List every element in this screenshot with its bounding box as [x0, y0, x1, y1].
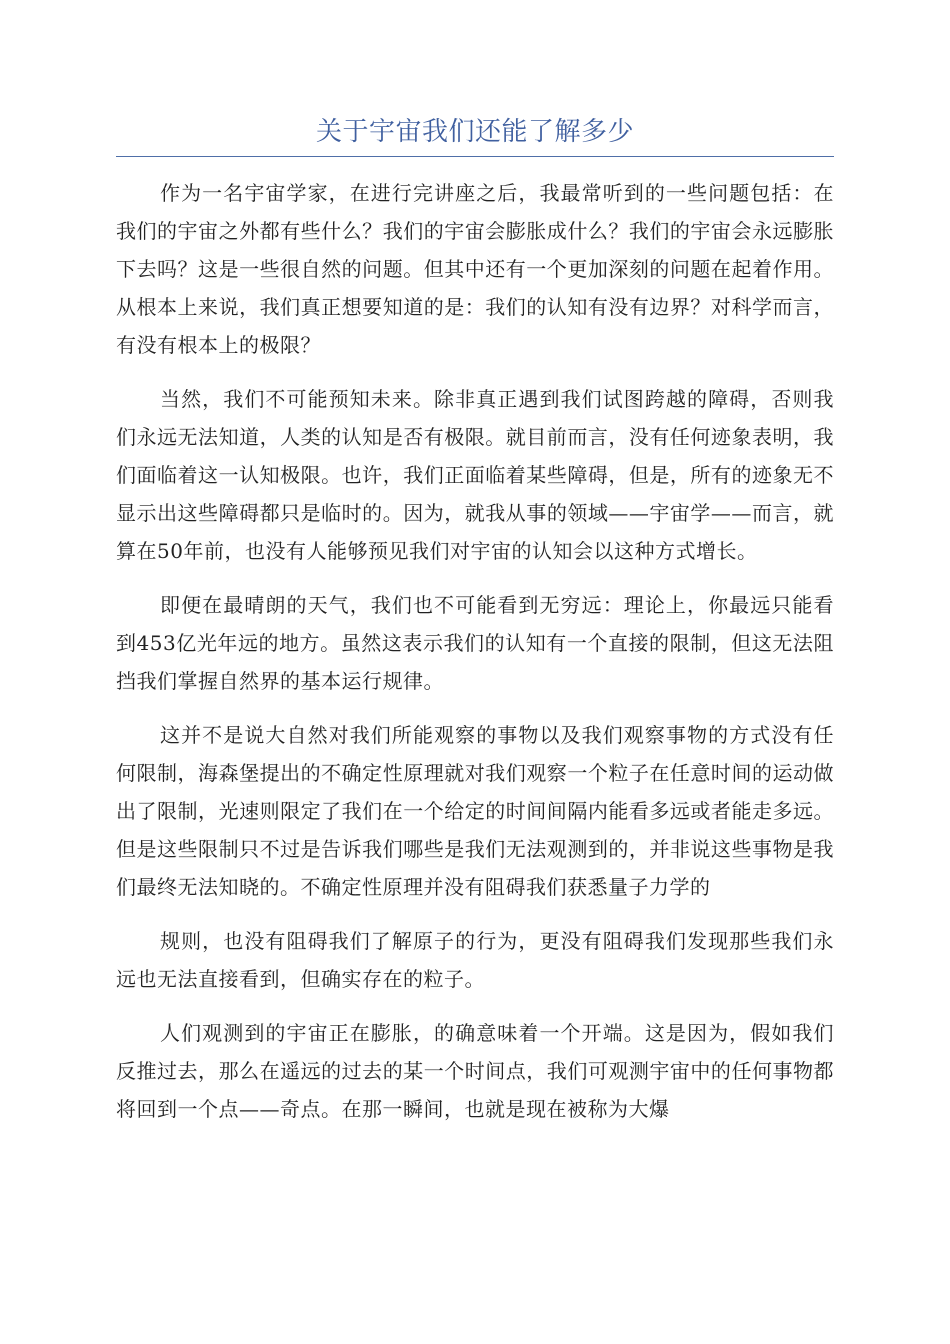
paragraph-6: 人们观测到的宇宙正在膨胀，的确意味着一个开端。这是因为，假如我们反推过去，那么在遥远的过去的某一个时间点，我们可观测宇宙中的任何事物都将回到一个点——奇点。在那一瞬间，也就是现在被称为大爆	[116, 1021, 834, 1121]
paragraph-5: 规则，也没有阻碍我们了解原子的行为，更没有阻碍我们发现那些我们永远也无法直接看到，但确实存在的粒子。	[116, 929, 834, 991]
paragraph-3: 即便在最晴朗的天气，我们也不可能看到无穷远：理论上，你最远只能看到453亿光年远的地方。虽然这表示我们的认知有一个直接的限制，但这无法阻挡我们掌握自然界的基本运行规律。	[116, 593, 834, 693]
paragraph-4: 这并不是说大自然对我们所能观察的事物以及我们观察事物的方式没有任何限制，海森堡提出的不确定性原理就对我们观察一个粒子在任意时间的运动做出了限制，光速则限定了我们在一个给定的时间间隔内能看多远或者能走多远。但是这些限制只不过是告诉我们哪些是我们无法观测到的，并非说这些事物是我们最终无法知晓的。不确定性原理并没有阻碍我们获悉量子力学的	[116, 723, 834, 899]
document-body	[116, 174, 834, 1144]
paragraph-1: 作为一名宇宙学家，在进行完讲座之后，我最常听到的一些问题包括：在我们的宇宙之外都有些什么？我们的宇宙会膨胀成什么？我们的宇宙会永远膨胀下去吗？这是一些很自然的问题。但其中还有一个更加深刻的问题在起着作用。从根本上来说，我们真正想要知道的是：我们的认知有没有边界？对科学而言，有没有根本上的极限？	[116, 181, 834, 357]
document-title: 关于宇宙我们还能了解多少	[315, 117, 634, 147]
title-block	[116, 112, 834, 157]
paragraph-2: 当然，我们不可能预知未来。除非真正遇到我们试图跨越的障碍，否则我们永远无法知道，人类的认知是否有极限。就目前而言，没有任何迹象表明，我们面临着这一认知极限。也许，我们正面临着某些障碍，但是，所有的迹象无不显示出这些障碍都只是临时的。因为，就我从事的领域——宇宙学——而言，就算在50年前，也没有人能够预见我们对宇宙的认知会以这种方式增长。	[116, 387, 834, 563]
